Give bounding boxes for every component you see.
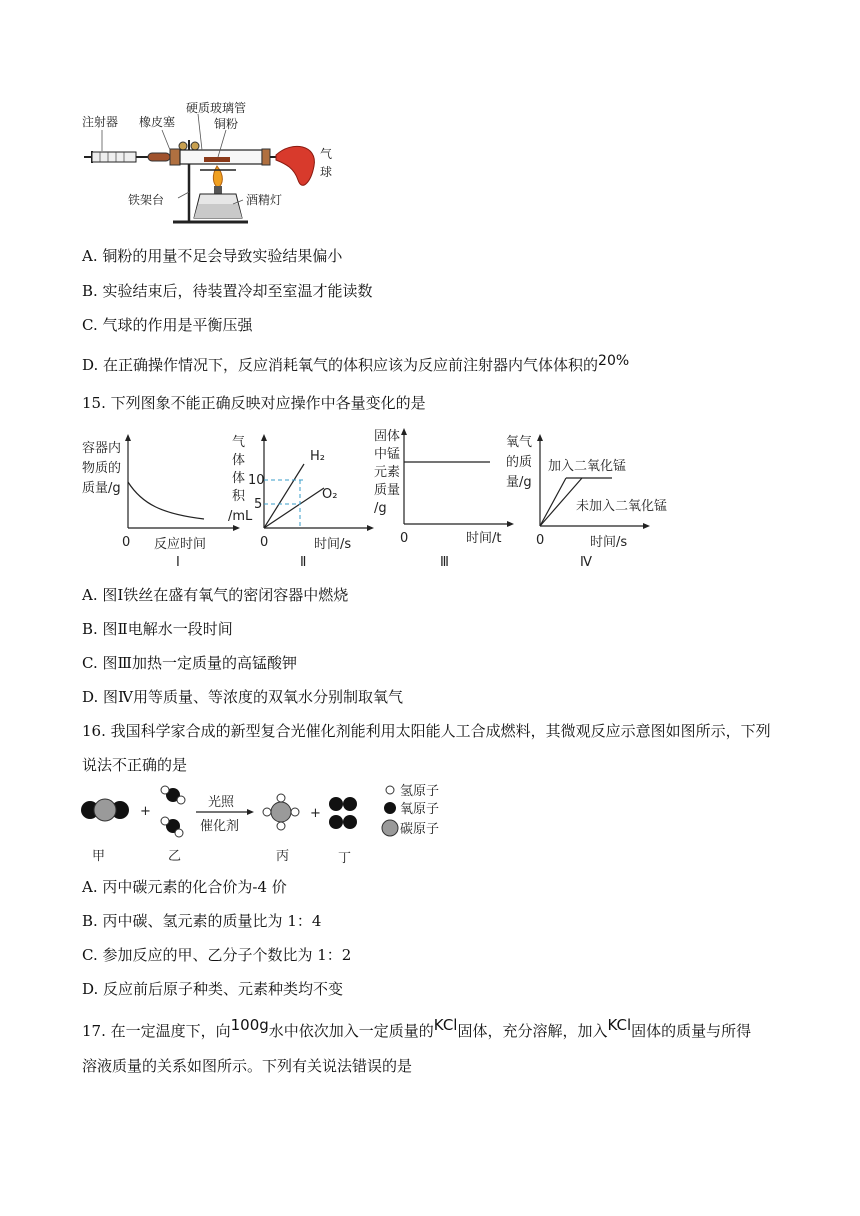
graph-ii-origin: 0 bbox=[260, 535, 269, 550]
graph-iv bbox=[506, 434, 667, 570]
graph-ii-series-o2: O₂ bbox=[322, 487, 338, 502]
graph-iv-series-without: 未加入二氧化锰 bbox=[576, 499, 668, 514]
graph-iv-series-with: 加入二氧化锰 bbox=[548, 459, 627, 474]
graph-iv-caption: Ⅳ bbox=[580, 555, 592, 570]
graph-ii-ylabel-1: 气 bbox=[232, 435, 246, 450]
label-ding: 丁 bbox=[338, 851, 352, 866]
graph-i-ylabel-1: 容器内 bbox=[82, 441, 122, 456]
graph-iii-origin: 0 bbox=[400, 531, 409, 546]
graph-iv-ylabel-1: 氧气 bbox=[506, 435, 533, 450]
graph-iii-xlabel: 时间/t bbox=[466, 531, 502, 546]
q17-stem-line-2: 溶液质量的关系如图所示。下列有关说法错误的是 bbox=[82, 1057, 413, 1075]
q16-option-c: C. 参加反应的甲、乙分子个数比为 1：2 bbox=[82, 946, 352, 964]
q17-mass: 100g bbox=[230, 1016, 269, 1034]
copper-label: 铜粉 bbox=[214, 117, 239, 131]
q16-stem-line-1: 16. 我国科学家合成的新型复合光催化剂能利用太阳能人工合成燃料，其微观反应示意图如图所示，下列 bbox=[82, 722, 771, 740]
graph-i-origin: 0 bbox=[122, 535, 131, 550]
q16-stem-line-2: 说法不正确的是 bbox=[82, 756, 188, 774]
q15-option-c: C. 图Ⅲ加热一定质量的高锰酸钾 bbox=[82, 654, 297, 672]
plus-sign-1: + bbox=[140, 804, 151, 819]
legend-oxygen: 氧原子 bbox=[400, 802, 440, 817]
atom-legend bbox=[382, 784, 439, 837]
q17-part-4: 固体的质量与所得 bbox=[631, 1022, 752, 1040]
q16-option-d: D. 反应前后原子种类、元素种类均不变 bbox=[82, 980, 344, 998]
graph-iii-ylabel-5: /g bbox=[374, 501, 387, 516]
molecule-ding bbox=[329, 797, 357, 829]
q14-option-c: C. 气球的作用是平衡压强 bbox=[82, 316, 253, 334]
stopper-label: 橡皮塞 bbox=[139, 115, 176, 129]
q14-option-d-text: D. 在正确操作情况下，反应消耗氧气的体积应该为反应前注射器内气体体积的 bbox=[82, 356, 599, 374]
q17-part-2: 水中依次加入一定质量的 bbox=[268, 1022, 434, 1040]
balloon-label-1: 气 bbox=[320, 147, 333, 161]
plus-sign-2: + bbox=[310, 806, 321, 821]
graph-ii-caption: Ⅱ bbox=[300, 555, 307, 570]
tube-label: 硬质玻璃管 bbox=[186, 101, 247, 115]
label-yi: 乙 bbox=[168, 849, 182, 864]
stand-label: 铁架台 bbox=[128, 193, 165, 207]
q17-part-1: 17. 在一定温度下，向 bbox=[82, 1022, 231, 1040]
q15-option-d: D. 图Ⅳ用等质量、等浓度的双氧水分别制取氧气 bbox=[82, 688, 404, 706]
graph-i-xlabel: 反应时间 bbox=[154, 537, 207, 552]
condition-light: 光照 bbox=[208, 795, 235, 810]
label-jia: 甲 bbox=[92, 849, 106, 864]
graph-iii-ylabel-3: 元素 bbox=[374, 465, 401, 480]
graph-iv-xlabel: 时间/s bbox=[590, 535, 628, 550]
graph-iv-ylabel-2: 的质 bbox=[506, 455, 533, 470]
q17-kcl-1: KCl bbox=[433, 1016, 458, 1034]
lamp-label: 酒精灯 bbox=[246, 193, 283, 207]
graph-ii-tick-5: 5 bbox=[254, 497, 263, 512]
molecule-bing bbox=[263, 794, 299, 830]
graph-iv-origin: 0 bbox=[536, 533, 545, 548]
graph-ii-ylabel-5: /mL bbox=[228, 509, 253, 524]
graph-i bbox=[82, 434, 240, 570]
apparatus-diagram bbox=[78, 100, 358, 230]
condition-catalyst: 催化剂 bbox=[200, 819, 240, 834]
q16-option-a: A. 丙中碳元素的化合价为-4 价 bbox=[82, 878, 287, 896]
q15-graphs bbox=[78, 424, 698, 574]
q15-option-a: A. 图Ⅰ铁丝在盛有氧气的密闭容器中燃烧 bbox=[82, 586, 349, 604]
syringe-label: 注射器 bbox=[82, 115, 119, 129]
reaction-diagram bbox=[78, 780, 478, 872]
legend-carbon: 碳原子 bbox=[400, 822, 440, 837]
graph-i-ylabel-2: 物质的 bbox=[82, 461, 122, 476]
graph-ii-ylabel-4: 积 bbox=[232, 489, 246, 504]
graph-ii bbox=[228, 434, 374, 570]
graph-iii-ylabel-4: 质量 bbox=[374, 483, 401, 498]
q14-option-b: B. 实验结束后，待装置冷却至室温才能读数 bbox=[82, 282, 373, 300]
graph-iv-ylabel-3: 量/g bbox=[506, 475, 532, 490]
q14-option-a: A. 铜粉的用量不足会导致实验结果偏小 bbox=[82, 247, 343, 265]
q15-option-b: B. 图Ⅱ电解水一段时间 bbox=[82, 620, 233, 638]
graph-ii-series-h2: H₂ bbox=[310, 449, 325, 464]
graph-iii-caption: Ⅲ bbox=[440, 555, 449, 570]
graph-iii-ylabel-1: 固体 bbox=[374, 429, 401, 444]
q17-stem-line-1 bbox=[82, 1016, 752, 1041]
graph-i-caption: Ⅰ bbox=[176, 555, 180, 570]
q17-kcl-2: KCl bbox=[607, 1016, 632, 1034]
molecule-yi bbox=[161, 786, 185, 837]
graph-ii-xlabel: 时间/s bbox=[314, 537, 352, 552]
q14-option-d bbox=[82, 355, 629, 376]
graph-ii-tick-10: 10 bbox=[248, 473, 265, 488]
q15-stem: 15. 下列图象不能正确反映对应操作中各量变化的是 bbox=[82, 394, 426, 412]
label-bing: 丙 bbox=[276, 849, 290, 864]
legend-hydrogen: 氢原子 bbox=[400, 784, 440, 799]
molecule-jia bbox=[81, 799, 129, 821]
q16-option-b: B. 丙中碳、氢元素的质量比为 1：4 bbox=[82, 912, 322, 930]
q14-option-d-value: 20% bbox=[598, 353, 630, 369]
graph-ii-ylabel-3: 体 bbox=[232, 471, 246, 486]
graph-iii bbox=[374, 428, 514, 570]
graph-iii-ylabel-2: 中锰 bbox=[374, 447, 401, 462]
graph-ii-ylabel-2: 体 bbox=[232, 453, 246, 468]
q17-part-3: 固体，充分溶解，加入 bbox=[457, 1022, 608, 1040]
graph-i-ylabel-3: 质量/g bbox=[82, 481, 121, 496]
balloon-label-2: 球 bbox=[320, 165, 333, 179]
